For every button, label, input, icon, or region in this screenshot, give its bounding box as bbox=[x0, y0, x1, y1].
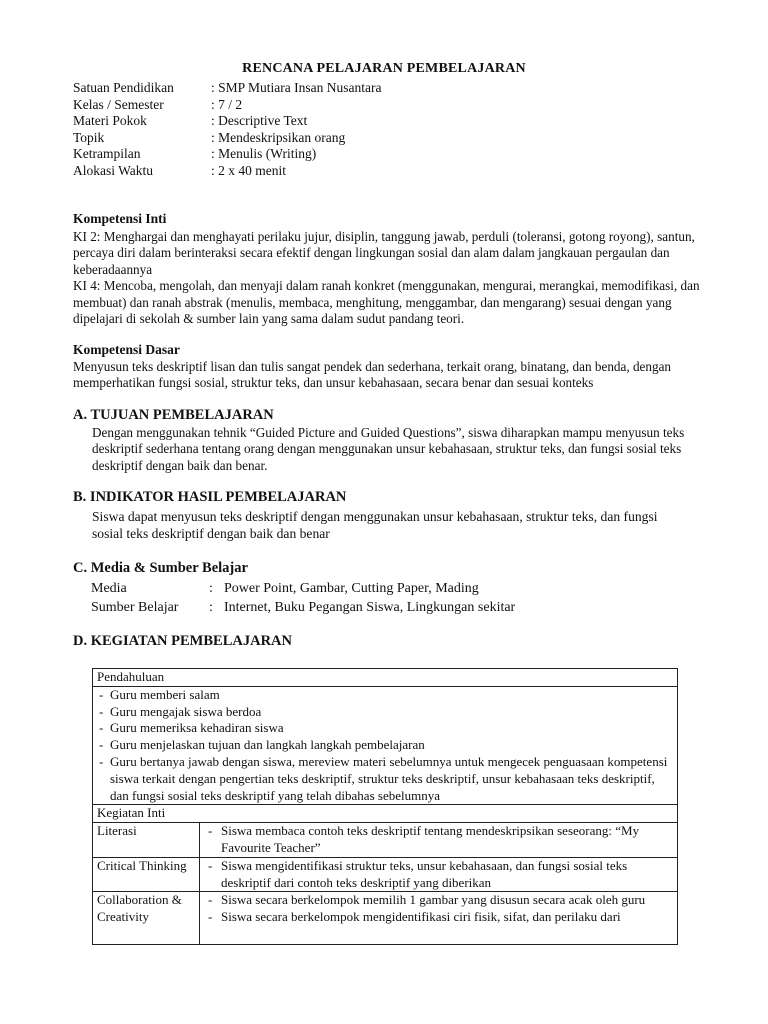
ki4-paragraph: KI 4: Mencoba, mengolah, dan menyaji dalam ranah konkret (menggunakan, mengurai, merangkai, memodifikasi, dan membuat) dan ranah abstrak (menulis, membaca, menghitung, menggambar, dan mengarang) sesuai dengan yang dipelajari di sekolah & sumber lain yang sama dalam sudut pandang teori. bbox=[73, 278, 700, 327]
phase-label: Literasi bbox=[93, 823, 200, 858]
meta-value: : Menulis (Writing) bbox=[211, 146, 317, 162]
activity-list bbox=[204, 892, 673, 926]
pendahuluan-label: Pendahuluan bbox=[93, 669, 678, 687]
section-c-heading: C. Media & Sumber Belajar bbox=[73, 560, 248, 576]
list-item: - Guru menjelaskan tujuan dan langkah langkah pembelajaran bbox=[97, 737, 673, 754]
table-row bbox=[93, 686, 678, 805]
meta-label: Materi Pokok bbox=[73, 113, 147, 129]
meta-row bbox=[73, 130, 381, 147]
table-row bbox=[93, 805, 678, 823]
phase-label: Collaboration & Creativity bbox=[93, 892, 200, 945]
list-item: - Guru bertanya jawab dengan siswa, mereview materi sebelumnya untuk mengecek penguasaan kompetensi siswa terkait dengan pengertian teks deskriptif, struktur teks deskriptif, unsur kebahasaan teks deskriptif, dan fungsi sosial teks deskriptif yang telah dibahas sebelumnya bbox=[97, 754, 673, 804]
meta-value: : 2 x 40 menit bbox=[211, 162, 286, 178]
meta-row bbox=[73, 113, 381, 130]
phase-activities bbox=[200, 892, 678, 945]
list-item: - Guru memeriksa kehadiran siswa bbox=[97, 720, 673, 737]
meta-row bbox=[73, 163, 381, 180]
ki2-paragraph: KI 2: Menghargai dan menghayati perilaku jujur, disiplin, tanggung jawab, perduli (toleransi, gotong royong), santun, percaya diri dalam berinteraksi secara efektif dengan lingkungan sosial dan alam dalam jangkauan pergaulan dan keberadaannya bbox=[73, 229, 695, 277]
list-item: - Guru memberi salam bbox=[97, 687, 673, 704]
section-a-heading: A. TUJUAN PEMBELAJARAN bbox=[73, 407, 274, 423]
identity-block bbox=[73, 80, 381, 180]
meta-label: Topik bbox=[73, 129, 105, 145]
activity-table bbox=[92, 668, 678, 945]
document-title: RENCANA PELAJARAN PEMBELAJARAN bbox=[242, 61, 526, 76]
table-row bbox=[93, 857, 678, 892]
kompetensi-inti-heading: Kompetensi Inti bbox=[73, 211, 167, 226]
media-row bbox=[91, 580, 515, 599]
table-row bbox=[93, 823, 678, 858]
meta-row bbox=[73, 97, 381, 114]
list-item: - Siswa mengidentifikasi struktur teks, unsur kebahasaan, dan fungsi sosial teks deskriptif dari contoh teks deskriptif yang diberikan bbox=[204, 858, 673, 892]
media-row bbox=[91, 599, 515, 618]
meta-value: : Mendeskripsikan orang bbox=[211, 129, 346, 145]
meta-value: : SMP Mutiara Insan Nusantara bbox=[211, 80, 382, 95]
pendahuluan-cell bbox=[93, 686, 678, 805]
activity-list bbox=[204, 858, 673, 892]
media-label: Media bbox=[91, 581, 127, 596]
section-a-text: Dengan menggunakan tehnik “Guided Picture and Guided Questions”, siswa diharapkan mampu menyusun teks deskriptif sederhana tentang orang dengan menggunakan unsur kebahasaan, struktur teks, dan fungsi sosial teks deskriptif dengan baik dan benar. bbox=[92, 425, 685, 473]
activity-list bbox=[204, 823, 673, 857]
table-row bbox=[93, 892, 678, 945]
media-colon: : bbox=[209, 599, 213, 615]
media-colon: : bbox=[209, 581, 213, 596]
meta-row bbox=[73, 80, 381, 97]
meta-value: : Descriptive Text bbox=[211, 113, 308, 129]
list-item: - Guru mengajak siswa berdoa bbox=[97, 704, 673, 721]
media-list bbox=[91, 580, 515, 617]
section-b-heading: B. INDIKATOR HASIL PEMBELAJARAN bbox=[73, 489, 347, 505]
phase-label: Critical Thinking bbox=[93, 857, 200, 892]
media-value: Internet, Buku Pegangan Siswa, Lingkungan sekitar bbox=[224, 599, 516, 615]
list-item: - Siswa secara berkelompok memilih 1 gambar yang disusun secara acak oleh guru bbox=[204, 892, 673, 909]
pendahuluan-list bbox=[97, 687, 673, 805]
meta-label: Satuan Pendidikan bbox=[73, 80, 174, 95]
list-item: - Siswa secara berkelompok mengidentifikasi ciri fisik, sifat, dan perilaku dari bbox=[204, 909, 673, 926]
section-b-text: Siswa dapat menyusun teks deskriptif dengan menggunakan unsur kebahasaan, struktur teks, dan fungsi sosial teks deskriptif dengan baik dan benar bbox=[92, 509, 658, 542]
meta-label: Kelas / Semester bbox=[73, 96, 164, 112]
media-label: Sumber Belajar bbox=[91, 599, 179, 615]
section-d-heading: D. KEGIATAN PEMBELAJARAN bbox=[73, 633, 292, 649]
kompetensi-inti-text bbox=[73, 229, 713, 327]
meta-label: Alokasi Waktu bbox=[73, 162, 154, 178]
list-item: - Siswa membaca contoh teks deskriptif tentang mendeskripsikan seseorang: “My Favourite Teacher” bbox=[204, 823, 673, 857]
kegiatan-inti-label: Kegiatan Inti bbox=[93, 805, 678, 823]
media-value: Power Point, Gambar, Cutting Paper, Mading bbox=[224, 581, 479, 596]
kompetensi-dasar-heading: Kompetensi Dasar bbox=[73, 342, 180, 357]
meta-value: : 7 / 2 bbox=[211, 96, 243, 112]
meta-row bbox=[73, 146, 381, 163]
phase-activities bbox=[200, 857, 678, 892]
meta-label: Ketrampilan bbox=[73, 146, 141, 162]
kompetensi-dasar-text: Menyusun teks deskriptif lisan dan tulis sangat pendek dan sederhana, terkait orang, binatang, dan benda, dengan memperhatikan fungsi sosial, struktur teks, dan unsur kebahasaan, secara benar dan sesuai konteks bbox=[73, 359, 672, 391]
phase-activities bbox=[200, 823, 678, 858]
table-row bbox=[93, 669, 678, 687]
